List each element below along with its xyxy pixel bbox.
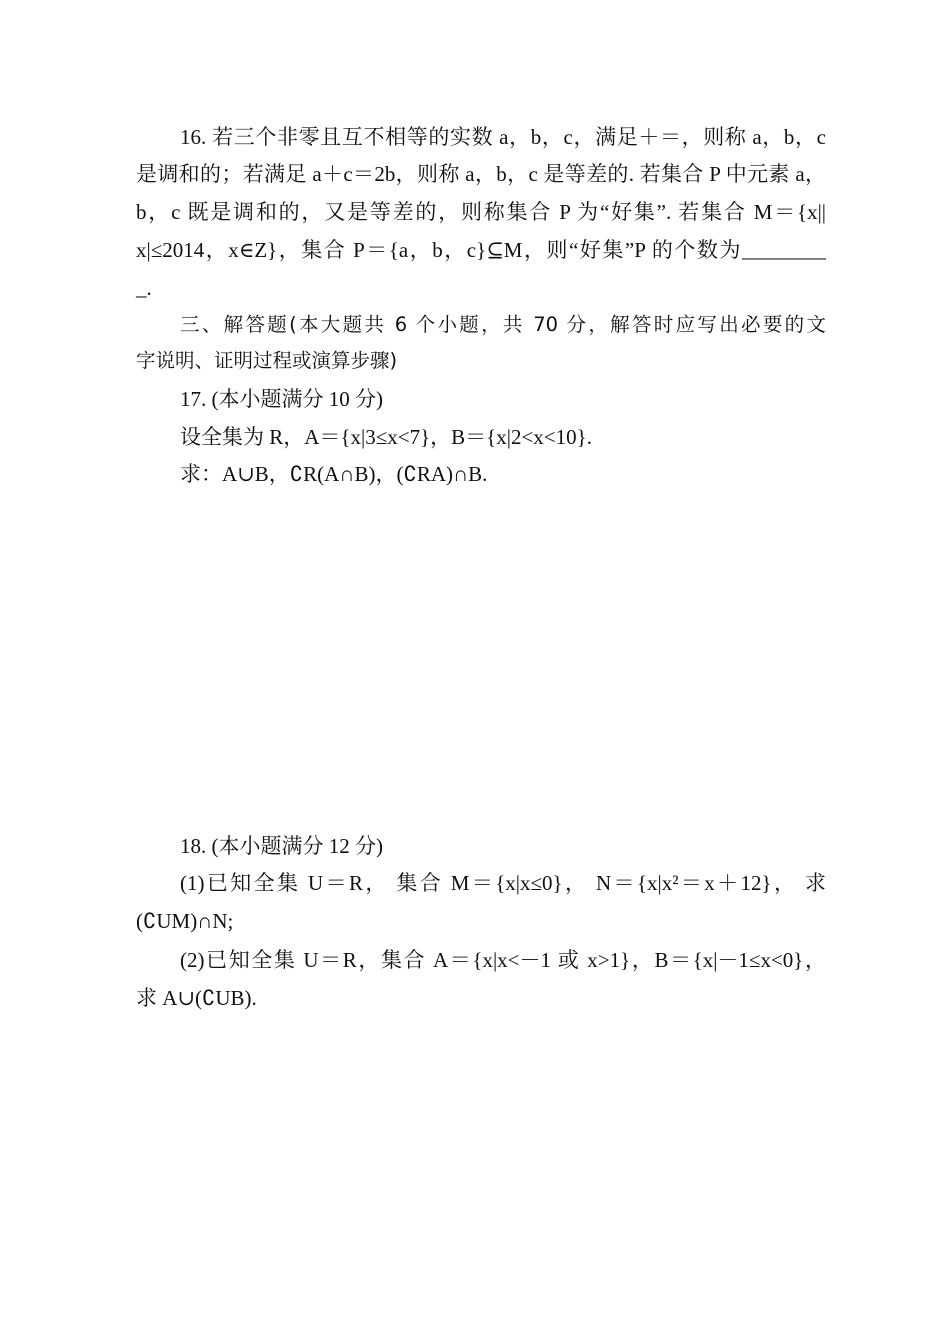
q17-header: 17. (本小题满分 10 分) xyxy=(180,387,383,411)
section-3-heading-line-2: 字说明、证明过程或演算步骤) xyxy=(136,349,398,372)
q16-line-2: 是调和的；若满足 a＋c＝2b，则称 a，b，c 是等差的. 若集合 P 中元素 a， xyxy=(136,162,826,186)
q16-line-1: 16. 若三个非零且互不相等的实数 a，b，c，满足＋＝，则称 a，b，c xyxy=(180,125,826,149)
q17-line-2: 求：A∪B，∁R(A∩B)，(∁RA)∩B. xyxy=(180,462,488,486)
section-3-heading-line-1: 三、解答题(本大题共 6 个小题，共 70 分，解答时应写出必要的文 xyxy=(180,313,826,336)
q18-part1-line-2: (∁UM)∩N; xyxy=(136,909,234,933)
q16-line-4: x|≤2014，x∈Z}，集合 P＝{a，b，c}⊆M，则“好集”P 的个数为________ xyxy=(136,238,826,262)
q16-line-3: b，c 既是调和的，又是等差的，则称集合 P 为“好集”. 若集合 M＝{x|| xyxy=(136,200,826,224)
q18-header: 18. (本小题满分 12 分) xyxy=(180,834,383,858)
q16-line-5: _. xyxy=(136,276,152,300)
q18-part2-line-2: 求 A∪(∁UB). xyxy=(136,986,257,1010)
q18-part1-line-1: (1)已知全集 U＝R， 集合 M＝{x|x≤0}， N＝{x|x²＝x＋12}， 求 xyxy=(180,871,826,895)
q17-line-1: 设全集为 R，A＝{x|3≤x<7}，B＝{x|2<x<10}. xyxy=(180,425,592,449)
q18-part2-line-1: (2)已知全集 U＝R，集合 A＝{x|x<－1 或 x>1}，B＝{x|－1≤x<0}， xyxy=(180,948,826,972)
